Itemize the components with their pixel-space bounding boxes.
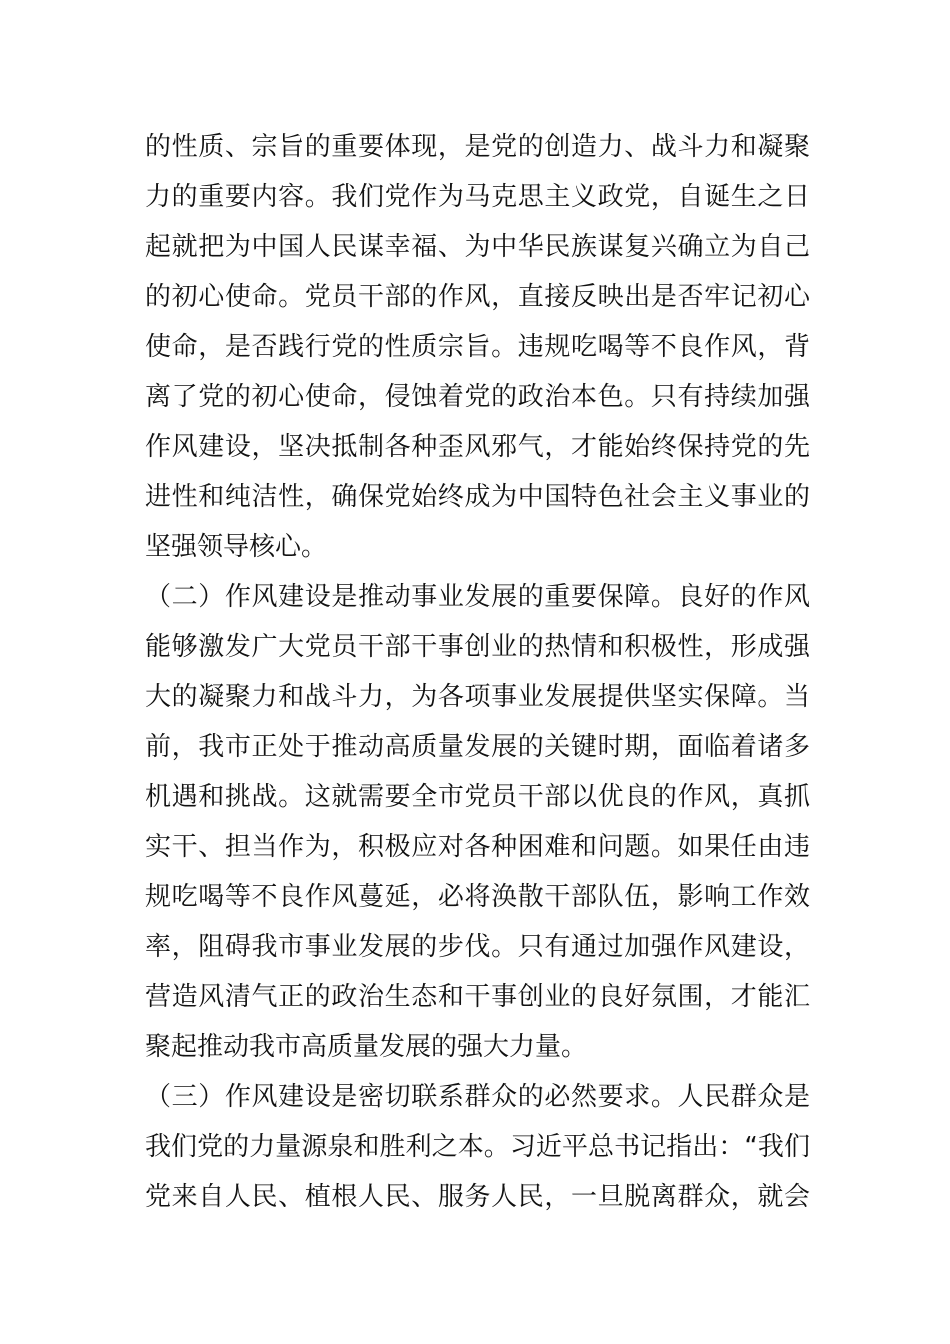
text-line: 营造风清气正的政治生态和干事创业的良好氛围，才能汇 bbox=[145, 982, 810, 1012]
text-line: 规吃喝等不良作风蔓延，必将涣散干部队伍，影响工作效 bbox=[145, 882, 810, 912]
text-line: 前，我市正处于推动高质量发展的关键时期，面临着诸多 bbox=[145, 732, 810, 762]
text-line: 的初心使命。党员干部的作风，直接反映出是否牢记初心 bbox=[145, 282, 810, 312]
text-line: 进性和纯洁性，确保党始终成为中国特色社会主义事业的 bbox=[145, 482, 810, 512]
text-line: 使命，是否践行党的性质宗旨。违规吃喝等不良作风，背 bbox=[145, 332, 810, 362]
text-line: 离了党的初心使命，侵蚀着党的政治本色。只有持续加强 bbox=[145, 382, 810, 412]
text-line: 率，阻碍我市事业发展的步伐。只有通过加强作风建设， bbox=[145, 932, 810, 962]
text-line: 大的凝聚力和战斗力，为各项事业发展提供坚实保障。当 bbox=[145, 682, 810, 712]
text-line: 我们党的力量源泉和胜利之本。习近平总书记指出：“我们 bbox=[145, 1132, 810, 1162]
body-text bbox=[145, 122, 810, 1222]
text-line: 作风建设，坚决抵制各种歪风邪气，才能始终保持党的先 bbox=[145, 432, 810, 462]
section-heading-line: （三）作风建设是密切联系群众的必然要求。人民群众是 bbox=[145, 1082, 810, 1112]
text-line: 党来自人民、植根人民、服务人民，一旦脱离群众，就会 bbox=[145, 1182, 810, 1212]
paragraph-end-line: 聚起推动我市高质量发展的强大力量。 bbox=[145, 1032, 588, 1062]
text-line: 机遇和挑战。这就需要全市党员干部以优良的作风，真抓 bbox=[145, 782, 810, 812]
text-line: 能够激发广大党员干部干事创业的热情和积极性，形成强 bbox=[145, 632, 810, 662]
text-line: 起就把为中国人民谋幸福、为中华民族谋复兴确立为自己 bbox=[145, 232, 810, 262]
text-line: 力的重要内容。我们党作为马克思主义政党，自诞生之日 bbox=[145, 182, 810, 212]
text-line: 实干、担当作为，积极应对各种困难和问题。如果任由违 bbox=[145, 832, 810, 862]
text-line: 的性质、宗旨的重要体现，是党的创造力、战斗力和凝聚 bbox=[145, 132, 810, 162]
section-heading-line: （二）作风建设是推动事业发展的重要保障。良好的作风 bbox=[145, 582, 810, 612]
paragraph-end-line: 坚强领导核心。 bbox=[145, 532, 328, 562]
